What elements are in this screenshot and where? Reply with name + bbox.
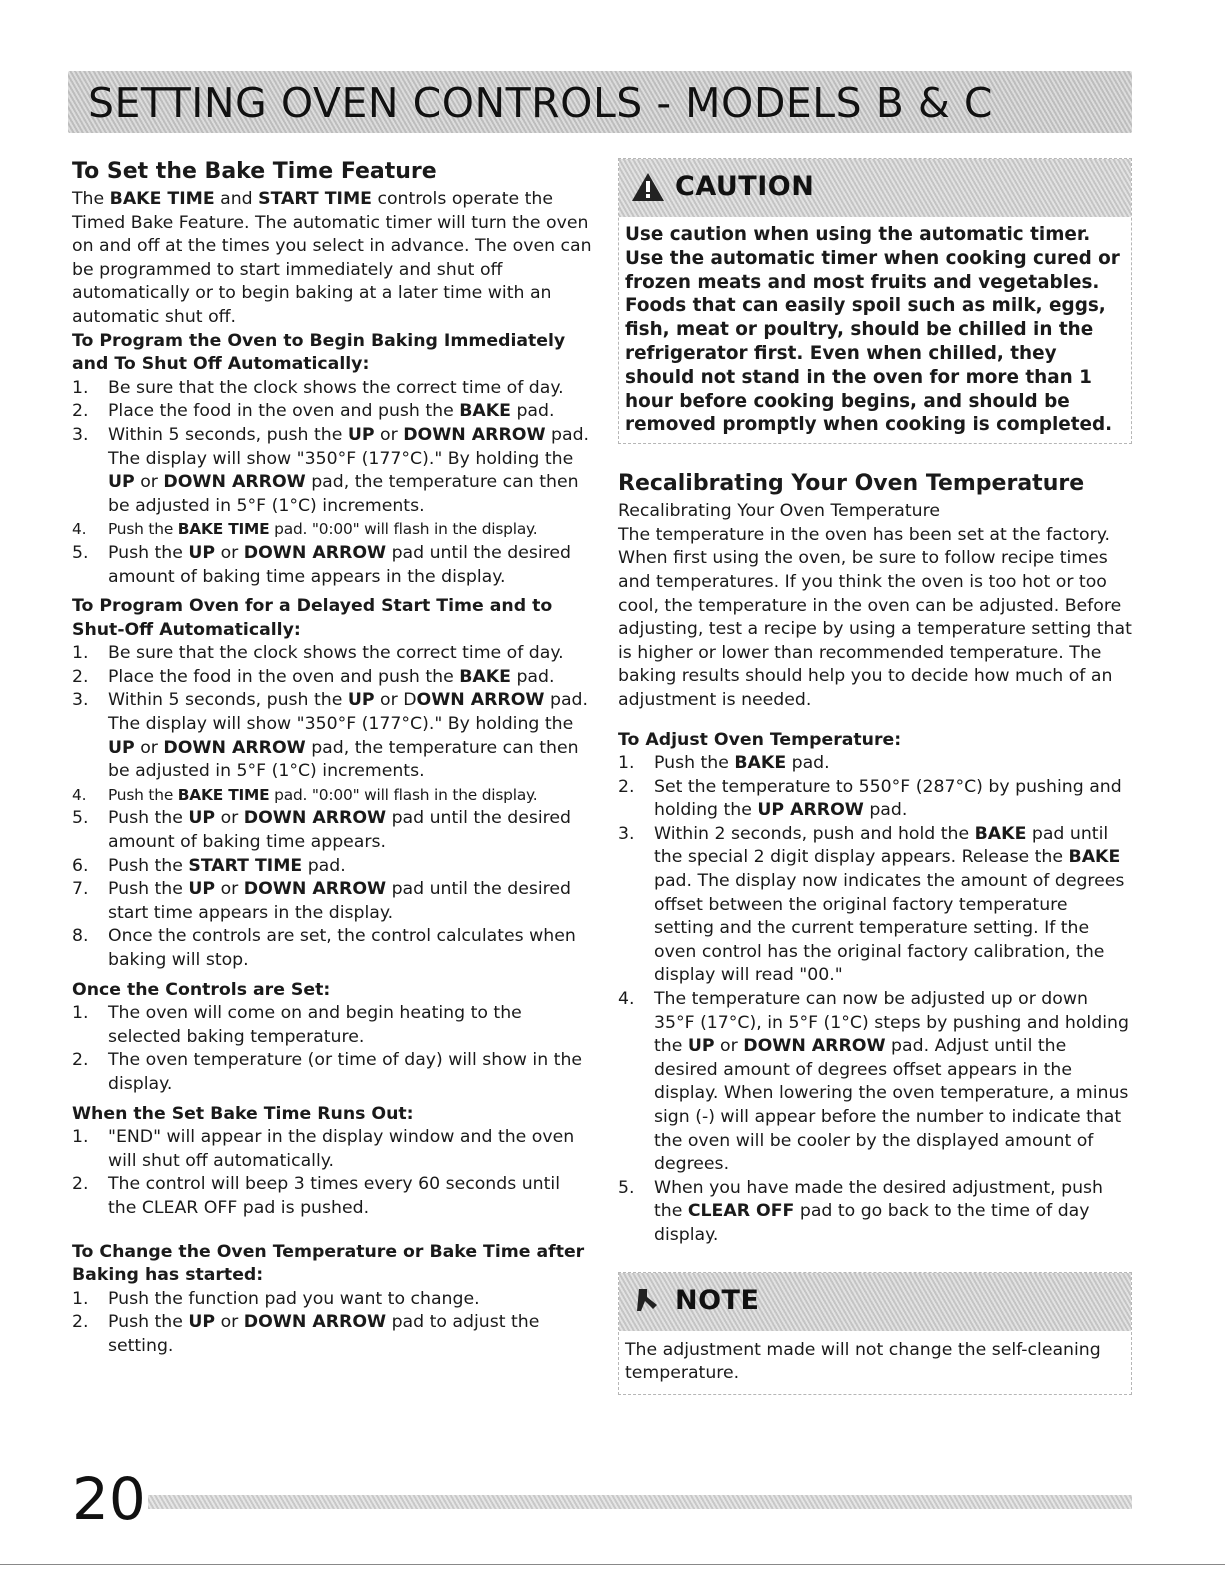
- page-number: 20: [72, 1465, 146, 1533]
- caution-box: [618, 158, 1132, 444]
- list-number: 1.: [72, 643, 89, 664]
- change-temp-heading: To Change the Oven Temperature or Bake Time after Baking has started:: [72, 1241, 585, 1286]
- list-number: 4.: [618, 989, 635, 1010]
- list-text: Place the food in the oven and push the BAKE pad.: [108, 401, 555, 422]
- list-text: Push the BAKE TIME pad. "0:00" will flash in the display.: [108, 520, 538, 539]
- list-text: The control will beep 3 times every 60 seconds until the CLEAR OFF pad is pushed.: [108, 1174, 560, 1218]
- list-text: Within 2 seconds, push and hold the BAKE pad until the special 2 digit display appears. Release the BAKE pad. The display now indicates the amount of degrees offset between the original factory temperature setting and the current temperature setting. If the oven control has the original factory calibration, the display will read "00.": [654, 823, 1125, 986]
- footer-rule: [148, 1495, 1132, 1509]
- list-text: Push the UP or DOWN ARROW pad until the desired amount of baking time appears.: [108, 808, 571, 853]
- list-text: The temperature can now be adjusted up or down 35°F (17°C), in 5°F (1°C) steps by pushing and holding the UP or DOWN ARROW pad. Adjust until the desired amount of degrees offset appears in the display. When lowering the oven temperature, a minus sign (-) will appear before the number to indicate that the oven will be cooler by the displayed amount of degrees.: [654, 989, 1129, 1175]
- list-text: The oven will come on and begin heating to the selected baking temperature.: [108, 1003, 522, 1047]
- list-text: Push the UP or DOWN ARROW pad until the desired amount of baking time appears in the display.: [108, 542, 571, 587]
- left-column: [72, 158, 592, 1359]
- list-number: 1.: [72, 1003, 89, 1024]
- list-number: 2.: [72, 401, 89, 422]
- list-text: When you have made the desired adjustment, push the CLEAR OFF pad to go back to the time of day display.: [654, 1177, 1104, 1245]
- warning-triangle-icon: [631, 171, 665, 203]
- list-number: 3.: [618, 823, 635, 844]
- list-item: [72, 784, 592, 808]
- caution-text: Use caution when using the automatic timer. Use the automatic timer when cooking cured or frozen meats and most fruits and vegetables. Foods that can easily spoil such as milk, eggs, fish, meat or poultry, should be chilled in the refrigerator first. Even when chilled, they should not stand in the oven for more than 1 hour before cooking begins, and should be removed promptly when cooking is completed.: [625, 224, 1120, 436]
- list-item: [72, 807, 592, 854]
- list-item: [618, 752, 1132, 776]
- list-number: 3.: [72, 690, 89, 711]
- note-box: [618, 1272, 1132, 1395]
- note-header: [619, 1273, 1131, 1331]
- list-item: [72, 855, 592, 879]
- list-text: Once the controls are set, the control calculates when baking will stop.: [108, 926, 576, 970]
- bake-time-heading: To Set the Bake Time Feature: [72, 159, 437, 184]
- recalibrate-intro: The temperature in the oven has been set at the factory. When first using the oven, be sure to follow recipe times and temperatures. If you think the oven is too hot or too cool, the temperature in the oven can be adjusted. Before adjusting, test a recipe by using a temperature setting that is higher or lower than recommended temperature. The baking results should help you to decide how much of an adjustment is needed.: [618, 524, 1132, 710]
- list-item: [72, 666, 592, 690]
- list-item: [72, 400, 592, 424]
- list-number: 1.: [72, 377, 89, 398]
- list-item: [618, 1177, 1132, 1248]
- list-text: Within 5 seconds, push the UP or DOWN ARROW pad. The display will show "350°F (177°C)." By holding the UP or DOWN ARROW pad, the temperature can then be adjusted in 5°F (1°C) increments.: [108, 424, 590, 516]
- list-text: The oven temperature (or time of day) will show in the display.: [108, 1050, 583, 1094]
- change-temp-steps: [72, 1288, 592, 1359]
- list-item: [72, 542, 592, 589]
- recalibrate-subtitle: Recalibrating Your Oven Temperature: [618, 501, 940, 522]
- caution-header: [619, 159, 1131, 217]
- controls-set-heading: Once the Controls are Set:: [72, 979, 331, 1000]
- adjust-temp-heading: To Adjust Oven Temperature:: [618, 729, 902, 750]
- list-item: [72, 424, 592, 518]
- list-number: 8.: [72, 926, 89, 947]
- list-item: [618, 776, 1132, 823]
- program-immediate-steps: [72, 377, 592, 589]
- list-item: [72, 1311, 592, 1358]
- list-item: [72, 1288, 592, 1312]
- controls-set-steps: [72, 1002, 592, 1096]
- list-number: 1.: [72, 1127, 89, 1148]
- list-item: [72, 1002, 592, 1049]
- list-text: Be sure that the clock shows the correct time of day.: [108, 643, 564, 664]
- list-number: 3.: [72, 424, 89, 445]
- list-number: 5.: [618, 1177, 635, 1198]
- section-title: SETTING OVEN CONTROLS - MODELS B & C: [88, 79, 993, 127]
- list-item: [72, 878, 592, 925]
- list-text: Place the food in the oven and push the BAKE pad.: [108, 666, 555, 687]
- bottom-edge-rule: [0, 1564, 1225, 1565]
- section-banner: [68, 71, 1132, 133]
- list-item: [72, 1173, 592, 1220]
- bake-time-intro: The BAKE TIME and START TIME controls operate the Timed Bake Feature. The automatic timer will turn the oven on and off at the times you select in advance. The oven can be programmed to start immediately and shut off automatically or to begin baking at a later time with an automatic shut off.: [72, 189, 592, 327]
- list-text: Push the BAKE TIME pad. "0:00" will flash in the display.: [108, 785, 538, 804]
- list-item: [72, 642, 592, 666]
- list-number: 1.: [72, 1288, 89, 1309]
- list-item: [72, 925, 592, 972]
- adjust-temp-steps: [618, 752, 1132, 1247]
- program-delayed-heading: To Program Oven for a Delayed Start Time and to Shut-Off Automatically:: [72, 596, 553, 640]
- list-item: [618, 823, 1132, 988]
- note-pointer-icon: [631, 1285, 665, 1317]
- list-text: Push the UP or DOWN ARROW pad to adjust the setting.: [108, 1312, 540, 1356]
- list-number: 2.: [72, 666, 89, 687]
- list-item: [618, 988, 1132, 1177]
- list-item: [72, 689, 592, 783]
- list-number: 2.: [72, 1174, 89, 1195]
- list-number: 6.: [72, 855, 89, 876]
- caution-title: CAUTION: [675, 171, 815, 202]
- list-text: Push the BAKE pad.: [654, 753, 830, 774]
- list-text: Within 5 seconds, push the UP or DOWN ARROW pad. The display will show "350°F (177°C)." By holding the UP or DOWN ARROW pad, the temperature can then be adjusted in 5°F (1°C) increments.: [108, 690, 589, 782]
- list-text: Set the temperature to 550°F (287°C) by pushing and holding the UP ARROW pad.: [654, 776, 1122, 821]
- list-number: 5.: [72, 542, 89, 563]
- program-immediate-heading: To Program the Oven to Begin Baking Immediately and To Shut Off Automatically:: [72, 330, 566, 375]
- list-number: 5.: [72, 808, 89, 829]
- list-item: [72, 1049, 592, 1096]
- list-number: 1.: [618, 753, 635, 774]
- list-text: Push the START TIME pad.: [108, 855, 346, 876]
- list-number: 7.: [72, 879, 89, 900]
- list-number: 2.: [618, 776, 635, 797]
- list-text: Push the UP or DOWN ARROW pad until the desired start time appears in the display.: [108, 879, 571, 923]
- recalibrate-heading: Recalibrating Your Oven Temperature: [618, 471, 1085, 497]
- program-delayed-steps: [72, 642, 592, 972]
- list-number: 4.: [72, 520, 87, 539]
- list-number: 2.: [72, 1312, 89, 1333]
- list-text: Be sure that the clock shows the correct time of day.: [108, 377, 564, 398]
- list-number: 2.: [72, 1050, 89, 1071]
- list-item: [72, 518, 592, 542]
- list-text: Push the function pad you want to change.: [108, 1288, 480, 1309]
- right-column: [618, 158, 1132, 1395]
- list-number: 4.: [72, 785, 87, 804]
- list-item: [72, 1126, 592, 1173]
- note-text: The adjustment made will not change the self-cleaning temperature.: [625, 1339, 1101, 1384]
- time-runs-out-steps: [72, 1126, 592, 1220]
- time-runs-out-heading: When the Set Bake Time Runs Out:: [72, 1103, 414, 1124]
- list-text: "END" will appear in the display window and the oven will shut off automatically.: [108, 1127, 575, 1171]
- note-title: NOTE: [675, 1284, 760, 1316]
- list-item: [72, 377, 592, 401]
